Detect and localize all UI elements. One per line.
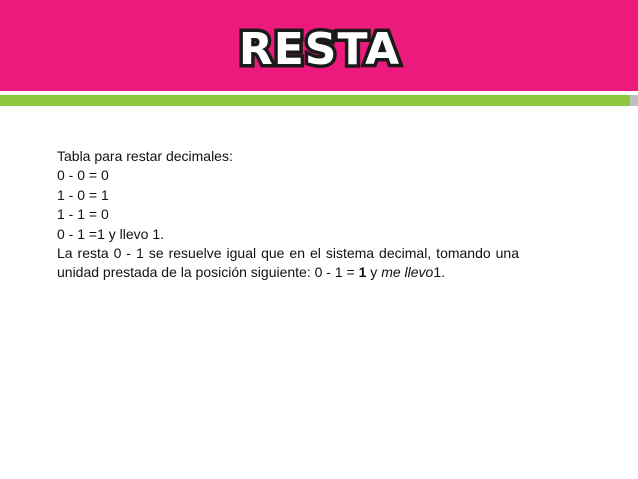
- body-line-rule-2: 1 - 0 = 1: [57, 186, 109, 203]
- paragraph-connector: y: [366, 264, 382, 281]
- accent-divider-end: [630, 95, 638, 106]
- body-line-rule-4: 0 - 1 =1 y llevo 1.: [57, 225, 165, 242]
- paragraph-italic-phrase: me llevo: [381, 264, 434, 281]
- body-line-rule-1: 0 - 0 = 0: [57, 167, 109, 184]
- paragraph-bold-value: 1: [358, 264, 367, 281]
- body-line-rule-3: 1 - 1 = 0: [57, 206, 109, 223]
- accent-divider: [0, 95, 630, 106]
- slide-title: RESTA: [238, 24, 401, 75]
- body-paragraph: [57, 244, 519, 283]
- title-banner: [0, 0, 638, 91]
- paragraph-text: La resta 0 - 1 se resuelve igual que en el sistema decimal, tomando una unidad prestada de la posición siguiente: 0 - 1 =: [57, 245, 519, 281]
- body-line-intro: Tabla para restar decimales:: [57, 148, 233, 164]
- paragraph-tail: 1.: [433, 264, 446, 281]
- slide-body: [57, 147, 519, 283]
